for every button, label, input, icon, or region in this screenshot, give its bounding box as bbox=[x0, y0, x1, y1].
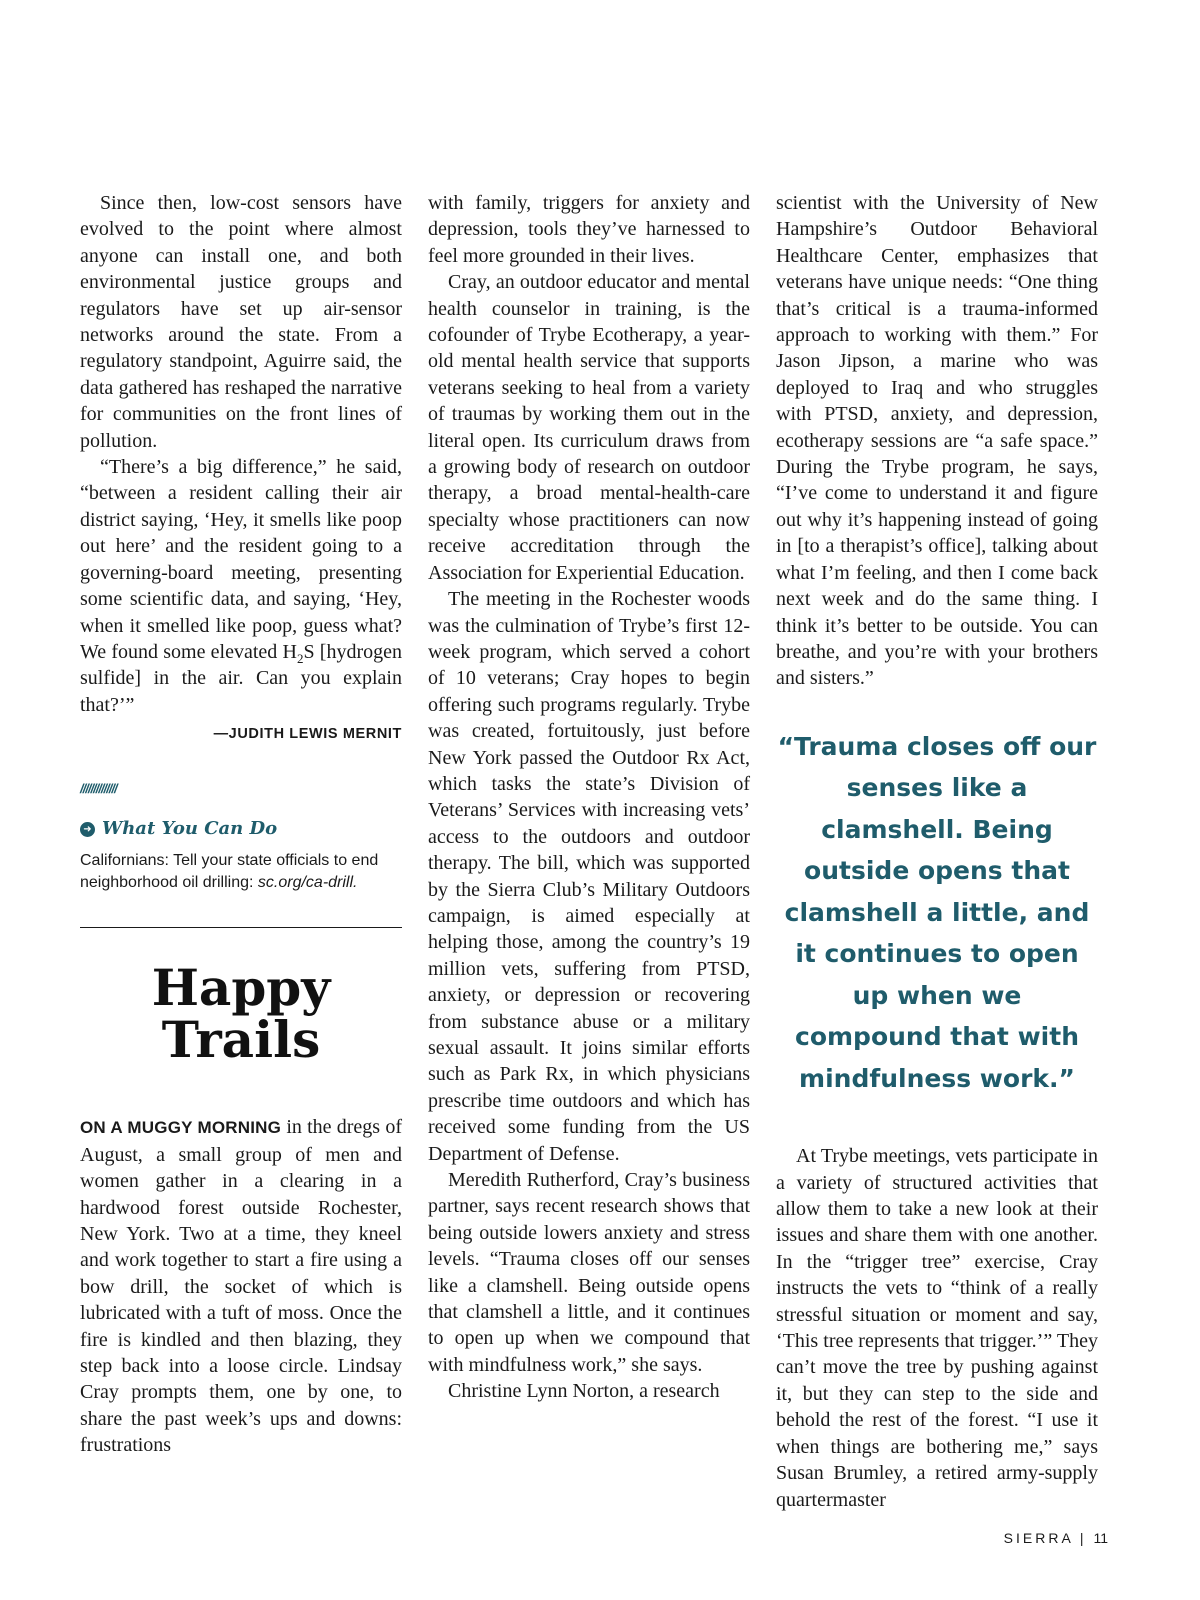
body-paragraph: Meredith Rutherford, Cray’s business partner, says recent research shows that being outside lowers anxiety and stress levels. “Trauma closes off our senses like a clamshell. Being outside opens that clamshell a little, and it continues to open up when we compound that with mindfulness work,” she says. bbox=[428, 1169, 750, 1376]
column-3 bbox=[776, 190, 1098, 1513]
quote-text-part-2: S [hydrogen sulfide] in the air. Can you explain that?’” bbox=[80, 640, 403, 716]
section-divider-slashes: ////////////// bbox=[80, 780, 117, 796]
body-paragraph: scientist with the University of New Hampshire’s Outdoor Behavioral Healthcare Center, emphasizes that veterans have unique needs: “One thing that’s critical is a trauma-informed approach to working with them.” For Jason Jipson, a marine who was deployed to Iraq and who struggles with PTSD, anxiety, and depression, ecotherapy sessions are “a safe space.” During the Trybe program, he says, “I’ve come to understand it and figure out why it’s happening instead of going in [to a therapist’s office], talking about what I’m feeling, and then I come back next week and do the same thing. I think it’s better to be outside. You can breathe, and you’re with your brothers and sisters.” bbox=[776, 192, 1098, 690]
lead-paragraph bbox=[80, 1114, 402, 1458]
what-you-can-do-link[interactable]: sc.org/ca-drill. bbox=[257, 874, 358, 892]
body-paragraph: Cray, an outdoor educator and mental health counselor in training, is the cofounder of Trybe Ecotherapy, a year-old mental health service that supports veterans seeking to heal from a variety of traumas by working them out in the literal open. Its curriculum draws from a growing body of research on outdoor therapy, a broad mental-health-care specialty whose practitioners can now receive accreditation through the Association for Experiential Education. bbox=[428, 271, 750, 584]
what-you-can-do-text: Californians: Tell your state officials to end neighborhood oil drilling: bbox=[80, 852, 379, 892]
body-paragraph: The meeting in the Rochester woods was the culmination of Trybe’s first 12-week program, which served a cohort of 10 veterans; Cray hopes to begin offering such programs regularly. Trybe was created, fortuitously, just before New York passed the Outdoor Rx Act, which tasks the state’s Division of Veterans’ Services with increasing vets’ access to the outdoors and outdoor therapy. The bill, which was supported by the Sierra Club’s Military Outdoors campaign, is aimed especially at helping those, among the country’s 19 million vets, suffering from PTSD, anxiety, or depression or recovering from substance abuse or a military sexual assault. It joins similar efforts such as Park Rx, in which physicians prescribe time outdoors and which has received some funding from the US Department of Defense. bbox=[428, 588, 750, 1165]
quote-text-part-1: “There’s a big difference,” he said, “between a resident calling their air district saying, ‘Hey, it smells like poop out here’ and the resident going to a governing-board meeting, presenting some scientific data, and saying, ‘Hey, when it smelled like poop, guess what? We found some elevated H bbox=[80, 456, 402, 663]
pull-quote: “Trauma closes off our senses like a clamshell. Being outside opens that clamshell a little, and it continues to open up when we compound that with mindfulness work.” bbox=[777, 731, 1097, 1093]
body-paragraph: with family, triggers for anxiety and depression, tools they’ve harnessed to feel more grounded in their lives. bbox=[428, 192, 750, 267]
arrow-circle-icon: ➜ bbox=[80, 822, 95, 837]
subscript-2: 2 bbox=[296, 650, 304, 666]
byline: —JUDITH LEWIS MERNIT bbox=[213, 726, 402, 743]
what-you-can-do-title: What You Can Do bbox=[102, 817, 278, 839]
body-paragraph: Christine Lynn Norton, a research bbox=[448, 1380, 720, 1403]
body-paragraph: Since then, low-cost sensors have evolved to the point where almost anyone can install one, and both environmental justice groups and regulators have set up air-sensor networks around the state. From a regulatory standpoint, Aguirre said, the data gathered has reshaped the narrative for communities on the front lines of pollution. bbox=[80, 192, 402, 452]
body-paragraph: At Trybe meetings, vets participate in a variety of structured activities that allow them to take a new look at their issues and share them with one another. In the “trigger tree” exercise, Cray instructs the vets to “think of a really stressful situation or moment and say, ‘This tree represents that trigger.’” They can’t move the tree by pushing against it, but they can step to the side and behold the rest of the forest. “I use it when things are bothering me,” says Susan Brumley, a retired army-supply quartermaster bbox=[776, 1145, 1098, 1511]
folio-separator: | bbox=[1079, 1530, 1087, 1546]
page-number: 11 bbox=[1093, 1530, 1108, 1546]
what-you-can-do-heading bbox=[80, 816, 402, 842]
lead-paragraph-text: in the dregs of August, a small group of men and women gather in a clearing in a hardwood forest outside Rochester, New York. Two at a time, they kneel and work together to start a fire using a bow drill, the socket of which is lubricated with a tuft of moss. Once the fire is kindled and then blazing, they step back into a loose circle. Lindsay Cray prompts them, one by one, to share the past week’s ups and downs: frustrations bbox=[80, 1116, 402, 1457]
lead-in: ON A MUGGY MORNING bbox=[80, 1118, 282, 1138]
headline-line-1: Happy bbox=[151, 958, 331, 1018]
horizontal-rule bbox=[80, 927, 402, 928]
body-paragraph-quote bbox=[80, 454, 402, 718]
article-headline bbox=[80, 958, 402, 1070]
headline-line-2: Trails bbox=[161, 1010, 321, 1070]
column-2 bbox=[428, 190, 750, 1405]
publication-name: SIERRA bbox=[1003, 1530, 1074, 1546]
page-folio bbox=[1004, 1530, 1108, 1546]
what-you-can-do-body bbox=[80, 850, 402, 894]
column-1 bbox=[80, 190, 402, 1459]
